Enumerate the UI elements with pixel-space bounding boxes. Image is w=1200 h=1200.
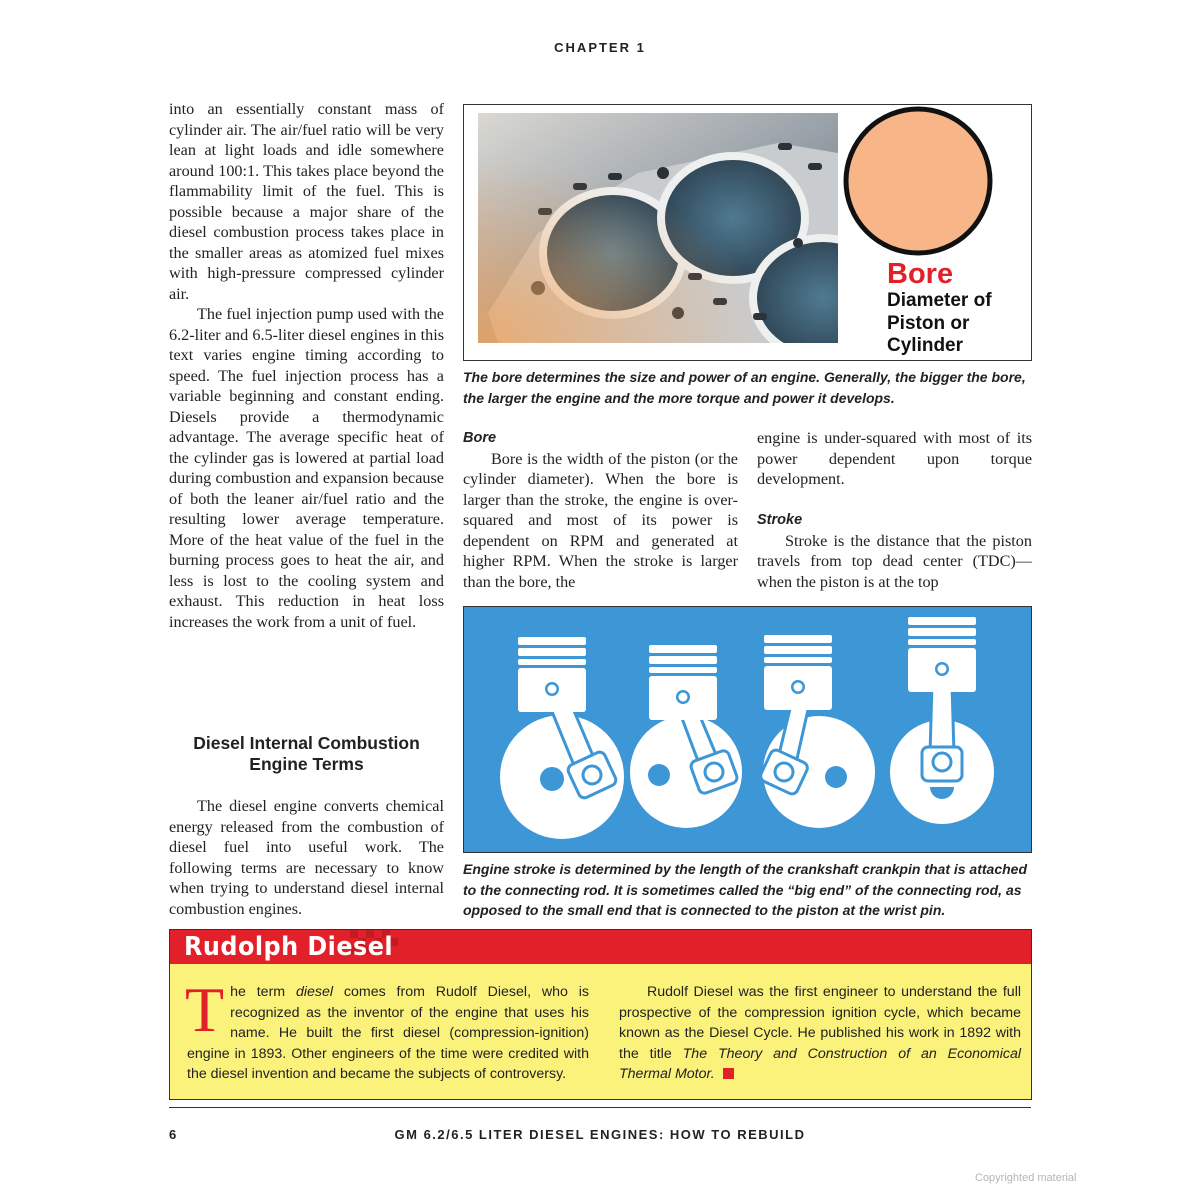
bore-label-desc: [887, 290, 992, 358]
sidebar-text: Rudolf Diesel was the first engineer to understand the full prospective of the compression ignition cycle, which became known as the Diesel Cycle. He published his work in 1892 with the title: [619, 984, 1021, 1062]
body-paragraph: The fuel injection pump used with the 6.2-liter and 6.5-liter diesel engines in this text varies engine timing according to speed. The fuel injection process has a variable beginning and constant ending. Diesels provide a thermodynamic advantage. The average specific heat of the cylinder gas is lowered at partial load during combustion and expansion because of both the leaner air/fuel ratio and the resulting lower average temperature. More of the heat value of the fuel in the burning process goes to heat the air, and less is lost to the cooling system and exhaust. This reduction in heat loss increases the work from a unit of fuel.: [169, 305, 444, 631]
sidebar-text: he term: [230, 984, 296, 1000]
sidebar-column-2: [619, 982, 1021, 1085]
section-heading-wrap: [169, 733, 444, 775]
sidebar-book-title: The Theory and Construction of an Economical Thermal Motor.: [619, 1045, 1021, 1083]
sidebar-column-1: [185, 974, 589, 1085]
section-heading: Diesel Internal Combustion Engine Terms: [193, 733, 420, 774]
stroke-figure: [463, 606, 1032, 853]
sidebar-paragraph: [619, 982, 1021, 1085]
body-paragraph: Stroke is the distance that the piston travels from top dead center (TDC)—when the piston is at the top: [757, 531, 1032, 591]
running-footer-title: GM 6.2/6.5 LITER DIESEL ENGINES: HOW TO REBUILD: [394, 1127, 806, 1142]
piston-assembly-4: [890, 617, 994, 824]
body-paragraph: Bore is the width of the piston (or the cylinder diameter). When the bore is larger than the stroke, the engine is over-squared and most of its power is dependent on RPM and generated at higher RPM. When the stroke is larger than the bore, the: [463, 449, 738, 591]
left-column: [169, 99, 444, 632]
drop-cap: T: [185, 974, 225, 1045]
stroke-figure-caption-wrap: [463, 859, 1033, 921]
body-paragraph: The diesel engine converts chemical energy released from the combustion of diesel fuel into useful work. The following terms are necessary to know when trying to understand diesel internal combustion engines.: [169, 797, 444, 918]
chapter-heading: CHAPTER 1: [554, 40, 646, 55]
sidebar-title: Rudolph Diesel: [184, 932, 394, 962]
page-number: 6: [169, 1127, 178, 1142]
sidebar-text: comes from Rudolf Diesel, who is recognized as the inventor of the engine that uses his name. He built the first diesel (compression-ignition) engine in 1893. Other engineers of the time were credited with the diesel invention and became the subjects of controversy.: [187, 984, 589, 1083]
body-paragraph: engine is under-squared with most of its power dependent upon torque development.: [757, 429, 1032, 488]
bore-label-line: Piston or: [887, 312, 970, 334]
bore-section: [463, 428, 738, 592]
piston-assembly-3: [759, 635, 875, 828]
bore-label-title: Bore: [887, 258, 954, 290]
stroke-heading: Stroke: [757, 512, 803, 528]
figure-caption: The bore determines the size and power of an engine. Generally, the bigger the bore, the larger the engine and the more torque and power it develops.: [463, 369, 1026, 406]
bore-label-line: Cylinder: [887, 335, 964, 356]
piston-assembly-2: [630, 645, 742, 828]
figure-caption: Engine stroke is determined by the length of the crankshaft crankpin that is attached to the connecting rod. It is sometimes called the “big end” of the connecting rod, as opposed to the small end that is connected to the piston at the wrist pin.: [463, 861, 1028, 918]
piston-assembly-1: [500, 637, 624, 839]
left-column-bottom: [169, 796, 444, 919]
end-mark-icon: [723, 1068, 734, 1079]
stroke-column: [757, 428, 1032, 592]
watermark: Copyrighted material: [975, 1172, 1077, 1184]
rudolph-diesel-sidebar: [169, 929, 1032, 1100]
head-gasket-photo: [478, 113, 838, 343]
sidebar-emphasis: diesel: [295, 984, 334, 1000]
body-paragraph: into an essentially constant mass of cylinder air. The air/fuel ratio will be very lean at light loads and idle somewhere around 100:1. This takes place beyond the flammability limit of the fuel. This is possible because a major share of the diesel combustion process takes place in the smaller areas as atomized fuel mixes with high-pressure compressed cylinder air.: [169, 100, 444, 303]
piston-stroke-diagram: [464, 607, 1031, 852]
sidebar-paragraph: [185, 974, 589, 1085]
bore-label-line: Diameter of: [887, 290, 992, 311]
bore-figure: [463, 104, 1032, 361]
footer-rule: [169, 1107, 1031, 1108]
bore-figure-caption-wrap: [463, 367, 1033, 408]
bore-heading: Bore: [463, 430, 497, 446]
sidebar-header-bar: [170, 930, 1031, 964]
bore-circle-icon: [842, 105, 994, 257]
